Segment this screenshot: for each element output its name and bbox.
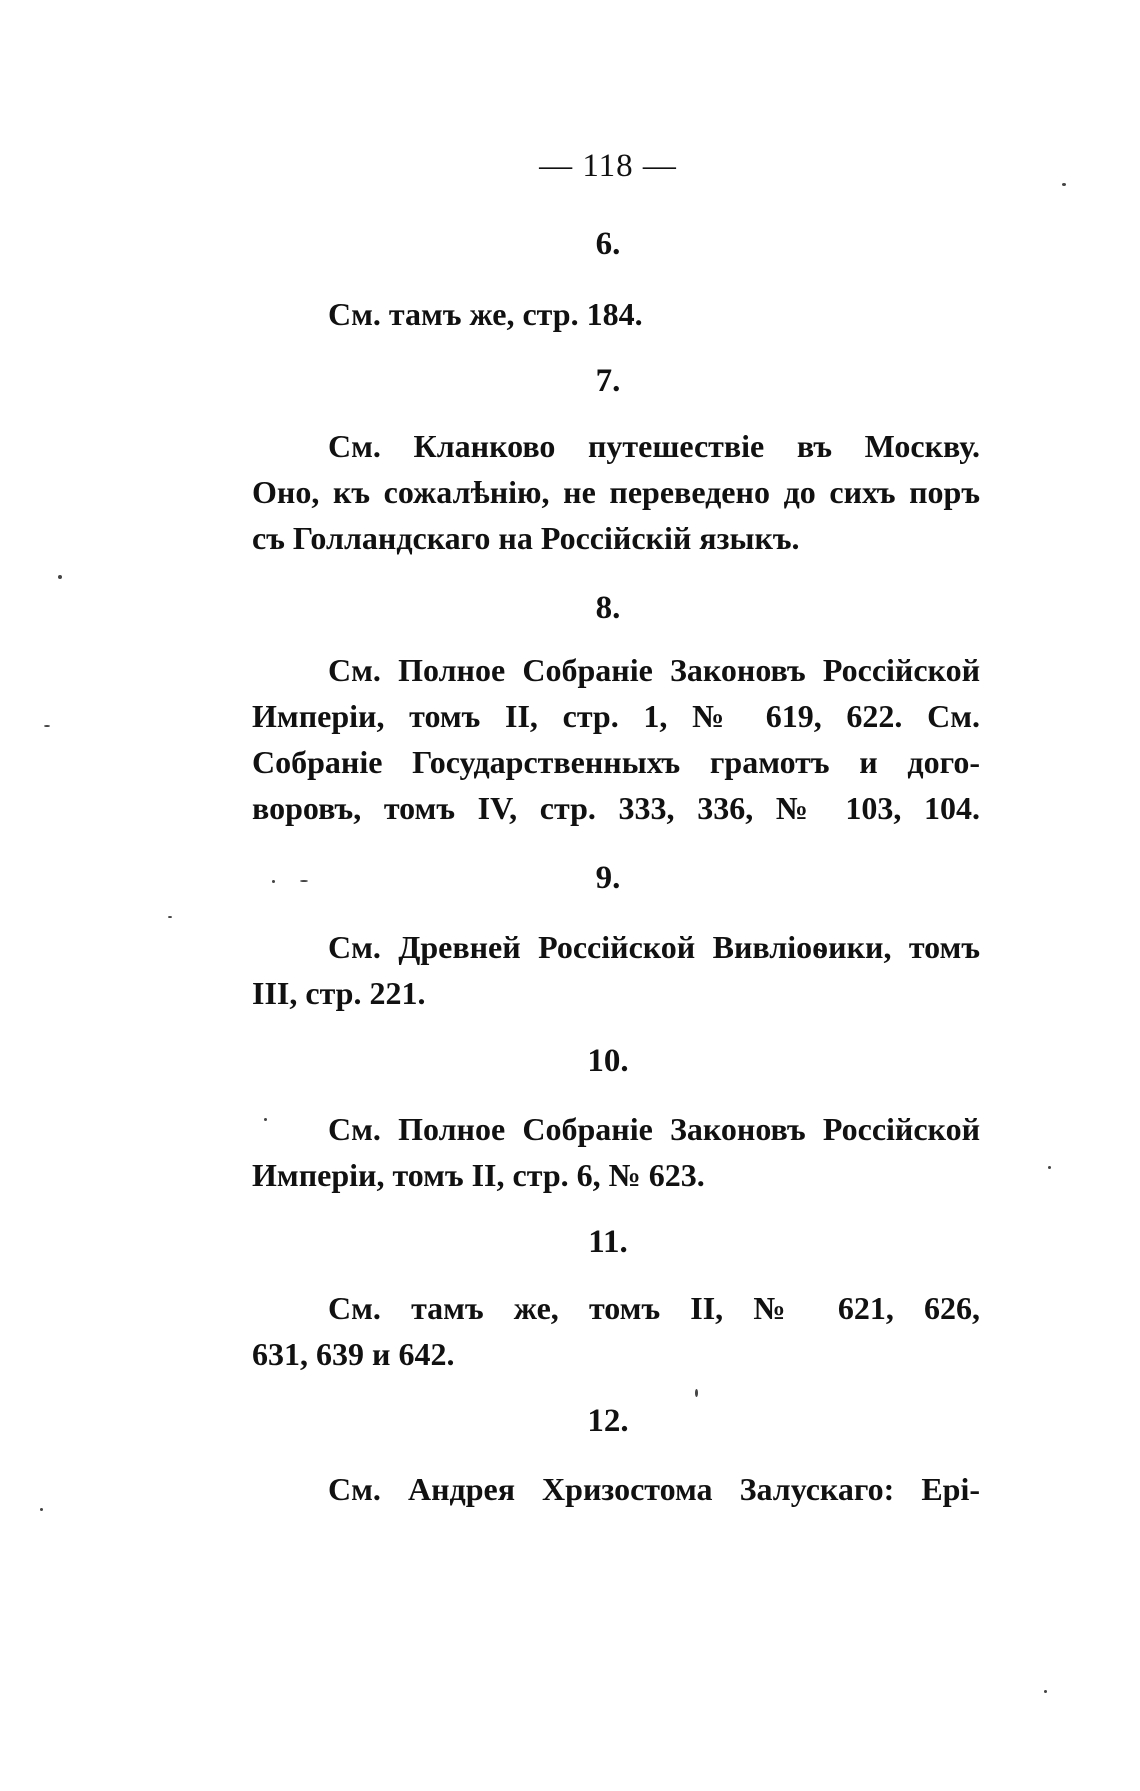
scan-speck xyxy=(1044,1690,1047,1693)
note-text xyxy=(252,1466,980,1512)
scan-speck xyxy=(300,880,308,882)
scan-speck xyxy=(695,1389,698,1397)
note-text xyxy=(252,423,980,561)
note-text xyxy=(252,1106,980,1198)
note-line: См. Полное Собраніе Законовъ Россійской xyxy=(328,1111,980,1147)
note-number: 12. xyxy=(587,1403,629,1439)
note-line: Собраніе Государственныхъ грамотъ и дого- xyxy=(252,744,980,780)
note-text xyxy=(252,291,980,337)
note-number: 10. xyxy=(587,1043,629,1079)
scan-speck xyxy=(264,1118,267,1121)
scan-speck xyxy=(272,880,275,883)
note-line: См. тамъ же, стр. 184. xyxy=(328,296,643,332)
note-number: 6. xyxy=(595,226,621,262)
scan-speck xyxy=(58,575,62,579)
scan-speck xyxy=(1048,1166,1051,1169)
note-line: съ Голландскаго на Россійскій языкъ. xyxy=(252,520,800,556)
note-line: Имперіи, томъ II, стр. 6, № 623. xyxy=(252,1157,705,1193)
note-line: 631, 639 и 642. xyxy=(252,1336,455,1372)
scan-speck xyxy=(168,916,172,918)
note-text xyxy=(252,1285,980,1377)
note-number: 9. xyxy=(595,860,621,896)
note-text xyxy=(252,924,980,1016)
note-line: См. Древней Россійской Вивліоѳики, томъ xyxy=(328,929,980,965)
note-line: III, стр. 221. xyxy=(252,975,426,1011)
note-line: См. Андрея Хризостома Залускаго: Epi- xyxy=(328,1471,980,1507)
note-line: См. Кланково путешествіе въ Москву. xyxy=(328,428,980,464)
note-line: См. тамъ же, томъ II, № 621, 626, xyxy=(328,1290,980,1326)
note-number: 7. xyxy=(595,363,621,399)
note-number: 11. xyxy=(588,1224,628,1260)
note-number: 8. xyxy=(595,590,621,626)
page-number: — 118 — xyxy=(539,148,677,184)
scan-speck xyxy=(1062,183,1066,186)
scan-speck xyxy=(40,1508,43,1511)
scan-speck xyxy=(44,725,50,727)
note-line: См. Полное Собраніе Законовъ Россійской xyxy=(328,652,980,688)
note-line: Оно, къ сожалѣнію, не переведено до сихъ поръ xyxy=(252,474,980,510)
note-text xyxy=(252,647,980,831)
note-line: воровъ, томъ IV, стр. 333, 336, № 103, 104. xyxy=(252,790,980,826)
note-line: Имперіи, томъ II, стр. 1, № 619, 622. См. xyxy=(252,698,980,734)
